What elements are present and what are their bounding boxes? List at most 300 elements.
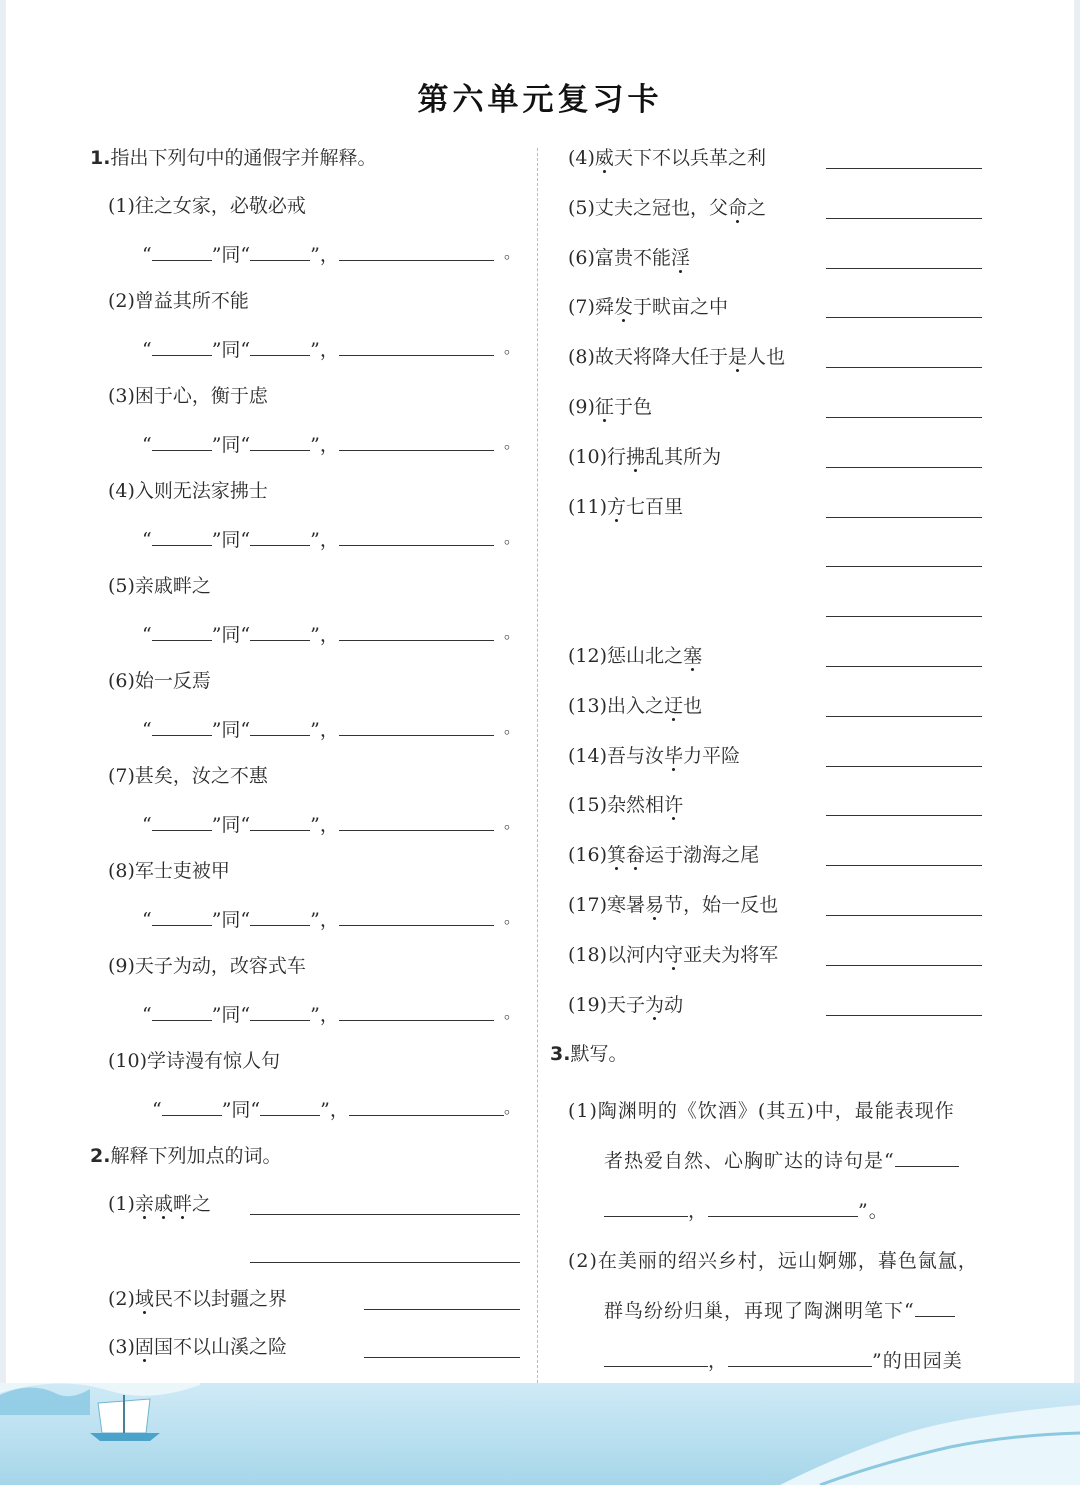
- item-number: (9): [568, 395, 595, 418]
- q3-item-2-line-3: ， ”的田园美: [550, 1336, 982, 1386]
- char: 之: [721, 844, 741, 867]
- char: 利: [747, 147, 767, 169]
- answer-blank[interactable]: [728, 1342, 872, 1367]
- q2-item: [90, 1283, 520, 1331]
- emphasized-char: 淫: [670, 246, 690, 269]
- char: 降: [651, 346, 671, 369]
- quote-open: “: [142, 813, 152, 836]
- answer-line[interactable]: [826, 566, 982, 567]
- char: 富: [594, 246, 614, 269]
- char: 军: [759, 943, 779, 966]
- char: 封: [210, 1288, 230, 1310]
- q2-item: [550, 291, 982, 341]
- answer-blank[interactable]: [895, 1142, 959, 1167]
- item-number: (15): [568, 794, 608, 817]
- q1-answer-row: [90, 333, 520, 381]
- same-as-label: ”同“: [211, 623, 251, 646]
- original-char-blank[interactable]: [152, 238, 212, 261]
- char: 一: [721, 893, 741, 916]
- answer-line[interactable]: [826, 716, 982, 717]
- meaning-blank[interactable]: [339, 998, 494, 1021]
- item-number: (14): [568, 744, 608, 767]
- char: 山: [210, 1335, 230, 1358]
- same-as-label: ”同“: [211, 718, 251, 741]
- answer-line[interactable]: [826, 815, 982, 816]
- char: 里: [664, 495, 684, 518]
- char: 于: [709, 346, 729, 369]
- period-mark: 。: [503, 243, 520, 262]
- emphasized-char: 发: [613, 296, 633, 319]
- meaning-blank[interactable]: [339, 523, 494, 546]
- char: 任: [690, 346, 710, 369]
- quote-open: “: [142, 528, 152, 551]
- sea-decoration: [0, 1375, 1080, 1485]
- char: 内: [645, 943, 665, 966]
- char: ，: [690, 196, 710, 219]
- char: 父: [709, 196, 729, 219]
- right-column: [550, 142, 982, 1386]
- char: 能: [651, 246, 671, 269]
- emphasized-char: 是: [728, 346, 748, 369]
- quote-open: “: [142, 1003, 152, 1026]
- emphasized-char: 亲: [134, 1193, 154, 1215]
- char: 运: [645, 844, 665, 867]
- char: 不: [651, 147, 671, 169]
- char: 中: [709, 296, 729, 319]
- period-mark: 。: [503, 813, 520, 832]
- variant-char-blank[interactable]: [250, 713, 310, 736]
- char: 河: [626, 943, 646, 966]
- answer-line[interactable]: [826, 1015, 982, 1016]
- item-number: (6): [568, 246, 595, 269]
- meaning-blank[interactable]: [339, 333, 494, 356]
- item-number: (8): [568, 346, 595, 369]
- quote-open: “: [142, 908, 152, 931]
- period-mark: 。: [503, 1098, 520, 1117]
- question-2-heading: 2.解释下列加点的词。: [90, 1145, 282, 1167]
- question-1-heading: 1.指出下列句中的通假字并解释。: [90, 147, 377, 169]
- quote-close: ”，: [310, 433, 339, 456]
- q1-item: (7)甚矣，汝之不惠: [108, 765, 268, 787]
- q1-answer-row: [90, 808, 520, 856]
- quote-close: ”，: [310, 338, 339, 361]
- meaning-blank[interactable]: [339, 713, 494, 736]
- variant-char-blank[interactable]: [260, 1093, 320, 1116]
- char: 舜: [594, 296, 614, 319]
- q1-answer-row: [90, 998, 520, 1046]
- emphasized-char: 迂: [664, 694, 684, 717]
- char: 北: [645, 644, 665, 667]
- q1-item: (2)曾益其所不能: [108, 290, 249, 312]
- item-number: (11): [568, 495, 608, 518]
- char: 之: [747, 196, 767, 219]
- char: 入: [626, 694, 646, 717]
- char: 畎: [651, 296, 671, 319]
- variant-char-blank[interactable]: [250, 428, 310, 451]
- answer-line[interactable]: [826, 317, 982, 318]
- char: 人: [747, 346, 767, 369]
- page-edge-right: [1074, 0, 1080, 1485]
- char: 险: [268, 1335, 288, 1358]
- char: 也: [759, 893, 779, 916]
- char: 夫: [613, 196, 633, 219]
- same-as-label: ”同“: [211, 433, 251, 456]
- char: 于: [632, 296, 652, 319]
- char: 之: [690, 296, 710, 319]
- same-as-label: ”同“: [221, 1098, 261, 1121]
- quote-close: ”，: [310, 1003, 339, 1026]
- meaning-blank[interactable]: [339, 428, 494, 451]
- answer-line[interactable]: [826, 865, 982, 866]
- variant-char-blank[interactable]: [250, 618, 310, 641]
- answer-line[interactable]: [826, 268, 982, 269]
- char: 亚: [683, 943, 703, 966]
- original-char-blank[interactable]: [152, 998, 212, 1021]
- char: 惩: [607, 644, 627, 667]
- q2-item-extra-line: [550, 540, 982, 590]
- char: 国: [153, 1335, 173, 1358]
- emphasized-char: 箕: [607, 844, 627, 867]
- char: 溪: [230, 1335, 250, 1358]
- item-number: (18): [568, 943, 608, 966]
- char: 以: [191, 1335, 211, 1358]
- answer-blank[interactable]: [708, 1192, 858, 1217]
- char: 山: [626, 644, 646, 667]
- emphasized-char: 方: [607, 495, 627, 518]
- char: 也: [683, 694, 703, 717]
- quote-close: ”，: [310, 813, 339, 836]
- char: 故: [594, 346, 614, 369]
- emphasized-char: 固: [134, 1335, 154, 1358]
- original-char-blank[interactable]: [162, 1093, 222, 1116]
- original-char-blank[interactable]: [152, 713, 212, 736]
- char: 节: [664, 893, 684, 916]
- char: 相: [645, 794, 665, 817]
- char: 以: [670, 147, 690, 169]
- char: 天: [613, 147, 633, 169]
- char: 寒: [607, 893, 627, 916]
- answer-line[interactable]: [826, 168, 982, 169]
- answer-line[interactable]: [826, 417, 982, 418]
- char: 也: [766, 346, 786, 369]
- char: 尾: [740, 844, 760, 867]
- q3-item-1-line-2: 者热爱自然、心胸旷达的诗句是“: [550, 1136, 982, 1186]
- q1-item: (3)困于心，衡于虑: [108, 385, 268, 407]
- q1-answer-row: [90, 903, 520, 951]
- char: 反: [740, 893, 760, 916]
- char: 之: [632, 196, 652, 219]
- char: 于: [613, 395, 633, 418]
- quote-close: ”，: [320, 1098, 349, 1121]
- quote-open: “: [142, 243, 152, 266]
- char: ，: [683, 893, 703, 916]
- char: 为: [721, 943, 741, 966]
- char: 不: [172, 1288, 192, 1310]
- same-as-label: ”同“: [211, 528, 251, 551]
- period-mark: 。: [503, 623, 520, 642]
- emphasized-char: 域: [134, 1288, 154, 1310]
- char: 百: [645, 495, 665, 518]
- q2-item: [550, 740, 982, 790]
- char: 为: [702, 445, 722, 468]
- q1-answer-row: [90, 1093, 520, 1141]
- char: 界: [268, 1288, 288, 1310]
- q1-item: (5)亲戚畔之: [108, 575, 211, 597]
- quote-open: “: [152, 1098, 162, 1121]
- q1-item: (1)往之女家，必敬必戒: [108, 195, 306, 217]
- meaning-blank[interactable]: [339, 808, 494, 831]
- char: 乱: [645, 445, 665, 468]
- original-char-blank[interactable]: [152, 903, 212, 926]
- q2-item-extra-line: [90, 1236, 520, 1284]
- same-as-label: ”同“: [211, 243, 251, 266]
- variant-char-blank[interactable]: [250, 523, 310, 546]
- char: 兵: [690, 147, 710, 169]
- emphasized-char: 命: [728, 196, 748, 219]
- char: 吾: [607, 744, 627, 767]
- emphasized-char: 拂: [626, 445, 646, 468]
- q1-answer-row: [90, 428, 520, 476]
- char: 然: [626, 794, 646, 817]
- emphasized-char: 守: [664, 943, 684, 966]
- char: 海: [702, 844, 722, 867]
- char: 力: [683, 744, 703, 767]
- emphasized-char: 为: [645, 993, 665, 1016]
- char: 将: [740, 943, 760, 966]
- item-number: (13): [568, 694, 608, 717]
- emphasized-char: 戚: [153, 1193, 173, 1215]
- quote-open: “: [142, 338, 152, 361]
- answer-line[interactable]: [364, 1357, 520, 1358]
- q2-item: [550, 441, 982, 491]
- variant-char-blank[interactable]: [250, 903, 310, 926]
- char: 之: [664, 644, 684, 667]
- char: 冠: [651, 196, 671, 219]
- char: 行: [607, 445, 627, 468]
- original-char-blank[interactable]: [152, 428, 212, 451]
- variant-char-blank[interactable]: [250, 238, 310, 261]
- q1-answer-row: [90, 618, 520, 666]
- item-number: (10): [568, 445, 608, 468]
- q1-answer-row: [90, 713, 520, 761]
- char: 子: [626, 993, 646, 1016]
- q2-item-extra-line: [550, 590, 982, 640]
- char: 不: [172, 1335, 192, 1358]
- q2-item: [550, 491, 982, 541]
- q2-item: [90, 1188, 520, 1236]
- q2-item: [550, 989, 982, 1039]
- q2-item: [550, 939, 982, 989]
- answer-line[interactable]: [826, 965, 982, 966]
- item-number: (17): [568, 893, 608, 916]
- emphasized-char: 畔: [172, 1193, 192, 1215]
- char: 汝: [645, 744, 665, 767]
- original-char-blank[interactable]: [152, 618, 212, 641]
- q1-item: (9)天子为动，改容式车: [108, 955, 306, 977]
- answer-line[interactable]: [826, 218, 982, 219]
- q1-answer-row: [90, 238, 520, 286]
- q3-item-2-line-2: 群鸟纷纷归巢，再现了陶渊明笔下“: [550, 1286, 982, 1336]
- char: 疆: [230, 1288, 250, 1310]
- period-mark: 。: [503, 528, 520, 547]
- char: 杂: [607, 794, 627, 817]
- char: 下: [632, 147, 652, 169]
- same-as-label: ”同“: [211, 908, 251, 931]
- item-number: (16): [568, 844, 608, 867]
- item-number: (12): [568, 644, 608, 667]
- char: 丈: [594, 196, 614, 219]
- answer-line[interactable]: [250, 1262, 520, 1263]
- emphasized-char: 畚: [626, 844, 646, 867]
- q2-item: [550, 839, 982, 889]
- variant-char-blank[interactable]: [250, 998, 310, 1021]
- item-number: (1): [108, 1193, 135, 1215]
- period-mark: 。: [503, 718, 520, 737]
- left-column: [90, 142, 520, 1378]
- emphasized-char: 征: [594, 395, 614, 418]
- emphasized-char: 毕: [664, 744, 684, 767]
- char: 渤: [683, 844, 703, 867]
- q2-item: [550, 889, 982, 939]
- item-number: (7): [568, 296, 595, 319]
- q1-item: (10)学诗漫有惊人句: [108, 1050, 281, 1072]
- q3-item-2-line-1: (2)在美丽的绍兴乡村，远山婀娜，暮色氤氲，: [568, 1250, 978, 1273]
- char: 天: [613, 346, 633, 369]
- answer-line[interactable]: [250, 1214, 520, 1215]
- q2-item: [550, 341, 982, 391]
- answer-line[interactable]: [826, 467, 982, 468]
- quote-open: “: [142, 623, 152, 646]
- answer-line[interactable]: [826, 517, 982, 518]
- char: 夫: [702, 943, 722, 966]
- q2-item: [550, 192, 982, 242]
- char: 险: [721, 744, 741, 767]
- answer-line[interactable]: [364, 1309, 520, 1310]
- answer-line[interactable]: [826, 616, 982, 617]
- q1-item: (4)入则无法家拂士: [108, 480, 268, 502]
- answer-line[interactable]: [826, 915, 982, 916]
- same-as-label: ”同“: [211, 813, 251, 836]
- original-char-blank[interactable]: [152, 333, 212, 356]
- question-1-list: [90, 190, 520, 1140]
- answer-blank[interactable]: [604, 1192, 688, 1217]
- item-number: (4): [568, 147, 595, 169]
- char: 色: [632, 395, 652, 418]
- same-as-label: ”同“: [211, 338, 251, 361]
- char: 贵: [613, 246, 633, 269]
- meaning-blank[interactable]: [339, 618, 494, 641]
- item-number: (19): [568, 993, 608, 1016]
- q2-item: [550, 690, 982, 740]
- char: 平: [702, 744, 722, 767]
- same-as-label: ”同“: [211, 1003, 251, 1026]
- q3-item-1-line-3: ， ”。: [550, 1186, 982, 1236]
- char: 其: [664, 445, 684, 468]
- char: 与: [626, 744, 646, 767]
- period-mark: 。: [503, 1003, 520, 1022]
- char: 出: [607, 694, 627, 717]
- emphasized-char: 易: [645, 893, 665, 916]
- char: 之: [191, 1193, 211, 1215]
- q1-answer-row: [90, 523, 520, 571]
- answer-line[interactable]: [826, 367, 982, 368]
- question-2-right-list: [550, 142, 982, 1038]
- char: 民: [153, 1288, 173, 1310]
- variant-char-blank[interactable]: [250, 333, 310, 356]
- period-mark: 。: [503, 908, 520, 927]
- char: 亩: [670, 296, 690, 319]
- item-number: (5): [568, 196, 595, 219]
- question-3-heading: 3.默写。: [550, 1043, 628, 1066]
- char: 革: [709, 147, 729, 169]
- char: 暑: [626, 893, 646, 916]
- char: 天: [607, 993, 627, 1016]
- char: 大: [670, 346, 690, 369]
- answer-blank[interactable]: [915, 1292, 955, 1317]
- char: 以: [191, 1288, 211, 1310]
- quote-close: ”，: [310, 243, 339, 266]
- emphasized-char: 塞: [683, 644, 703, 667]
- q2-item: [550, 142, 982, 192]
- char: 以: [607, 943, 627, 966]
- column-divider: [537, 148, 538, 1388]
- q2-item: [550, 789, 982, 839]
- item-number: (2): [108, 1288, 135, 1310]
- quote-close: ”，: [310, 528, 339, 551]
- period-mark: 。: [503, 433, 520, 452]
- q2-item: [550, 391, 982, 441]
- char: 之: [728, 147, 748, 169]
- char: 七: [626, 495, 646, 518]
- char: 之: [249, 1335, 269, 1358]
- char: 之: [645, 694, 665, 717]
- meaning-blank[interactable]: [339, 238, 494, 261]
- answer-line[interactable]: [826, 666, 982, 667]
- char: 将: [632, 346, 652, 369]
- quote-close: ”，: [310, 718, 339, 741]
- q1-item: (6)始一反焉: [108, 670, 211, 692]
- q3-item-1-line-1: (1)陶渊明的《饮酒》(其五)中，最能表现作: [568, 1100, 955, 1123]
- char: 所: [683, 445, 703, 468]
- meaning-blank[interactable]: [349, 1093, 504, 1116]
- item-number: (3): [108, 1335, 135, 1358]
- char: 不: [632, 246, 652, 269]
- variant-char-blank[interactable]: [250, 808, 310, 831]
- q1-item: (8)军士吏被甲: [108, 860, 230, 882]
- char: 也: [670, 196, 690, 219]
- q2-item: [550, 242, 982, 292]
- char: 始: [702, 893, 722, 916]
- page-edge-left: [0, 0, 6, 1485]
- quote-close: ”，: [310, 908, 339, 931]
- quote-open: “: [142, 718, 152, 741]
- period-mark: 。: [503, 338, 520, 357]
- answer-line[interactable]: [826, 766, 982, 767]
- char: 于: [664, 844, 684, 867]
- question-2-left-list: [90, 1188, 520, 1378]
- meaning-blank[interactable]: [339, 903, 494, 926]
- char: 之: [249, 1288, 269, 1310]
- char: 动: [664, 993, 684, 1016]
- quote-open: “: [142, 433, 152, 456]
- page-title: 第六单元复习卡: [417, 82, 663, 118]
- emphasized-char: 威: [594, 147, 614, 169]
- quote-close: ”，: [310, 623, 339, 646]
- emphasized-char: 许: [664, 794, 684, 817]
- original-char-blank[interactable]: [152, 523, 212, 546]
- original-char-blank[interactable]: [152, 808, 212, 831]
- answer-blank[interactable]: [604, 1342, 708, 1367]
